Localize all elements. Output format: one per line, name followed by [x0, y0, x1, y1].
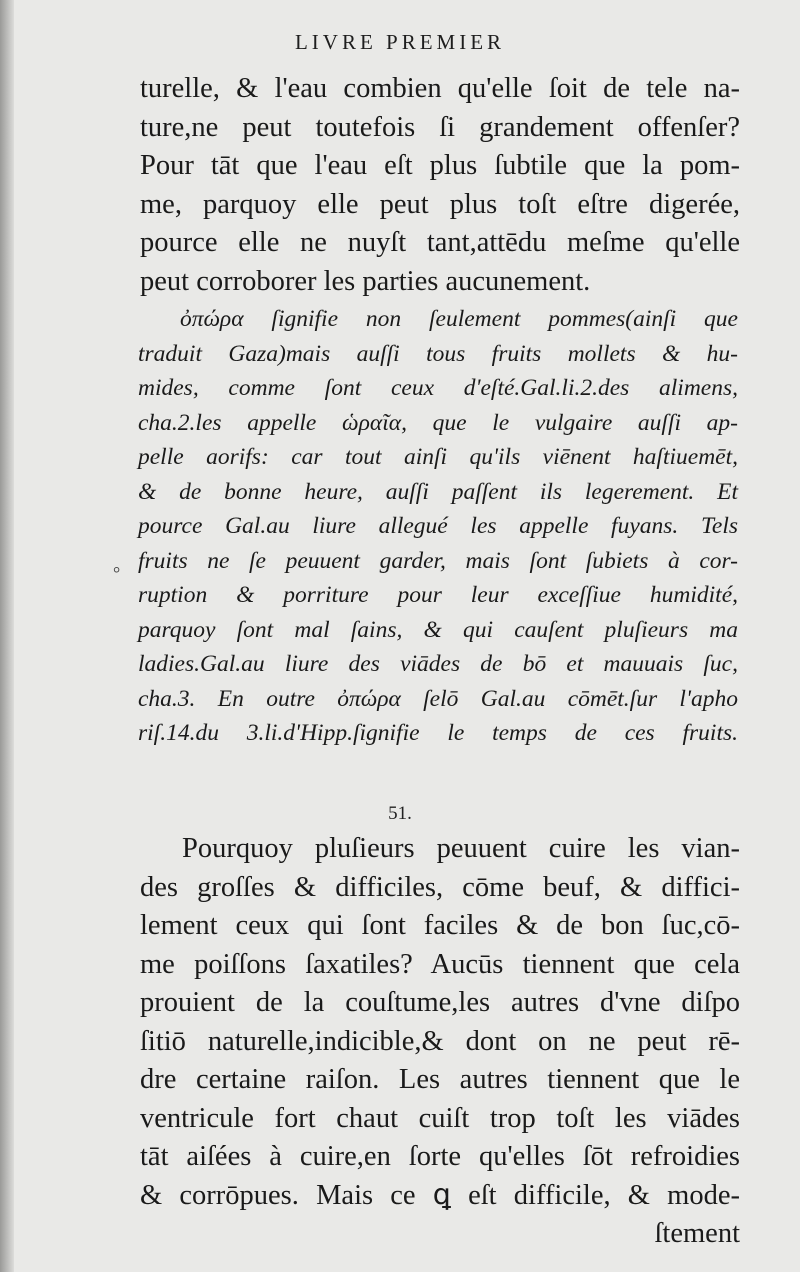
- text-line: peut corroborer les parties aucunement.: [140, 265, 591, 297]
- annotation-line: cha.3. En outre ὀπώρα ſelō Gal.au cōmēt.ſur l'apho: [138, 685, 738, 712]
- paragraph-2: [140, 830, 740, 1254]
- annotation-line: pource Gal.au liure allegué les appelle fuyans. Tels: [138, 513, 738, 539]
- text-line: & corrōpues. Mais ce ꝗ eſt difficile, & mode-: [140, 1179, 740, 1211]
- text-line: pource elle ne nuyſt tant,attēdu meſme qu'elle: [140, 227, 740, 258]
- margin-mark: °: [113, 563, 121, 583]
- text-line: Pour tāt que l'eau eſt plus ſubtile que la pom-: [140, 150, 740, 181]
- annotation-line: ruption & porriture pour leur exceſſiue humidité,: [138, 582, 738, 608]
- annotation-line: ladies.Gal.au liure des viādes de bō et mauuais ſuc,: [138, 651, 738, 677]
- annotation-line: fruits ne ſe peuuent garder, mais ſont ſubiets à cor-: [138, 547, 738, 574]
- annotation-line: cha.2.les appelle ὡραῖα, que le vulgaire auſſi ap-: [138, 409, 738, 436]
- text-line: me, parquoy elle peut plus toſt eſtre digerée,: [140, 188, 740, 220]
- text-line: des groſſes & difficiles, cōme beuf, & diffici-: [140, 871, 740, 903]
- annotation-block: [138, 302, 738, 751]
- text-line: ventricule fort chaut cuiſt trop toſt les viādes: [140, 1102, 740, 1134]
- text-line: turelle, & l'eau combien qu'elle ſoit de tele na-: [140, 73, 740, 104]
- text-line: tāt aiſées à cuire,en ſorte qu'elles ſōt refroidies: [140, 1141, 740, 1172]
- annotation-line: parquoy ſont mal ſains, & qui cauſent pluſieurs ma: [138, 616, 738, 643]
- catchword: ſtement: [654, 1218, 740, 1249]
- text-line: me poiſſons ſaxatiles? Aucūs tiennent que cela: [140, 948, 740, 980]
- text-line: Pourquoy pluſieurs peuuent cuire les vian-: [182, 833, 740, 864]
- annotation-line: mides, comme ſont ceux d'eſté.Gal.li.2.des alimens,: [138, 375, 738, 401]
- text-line: ture,ne peut toutefois ſi grandement offenſer?: [140, 111, 740, 143]
- text-line: prouient de la couſtume,les autres d'vne diſpo: [140, 987, 740, 1018]
- annotation-line: pelle aorifs: car tout ainſi qu'ils viēnent haſtiuemēt,: [138, 444, 738, 470]
- text-line: ſitiō naturelle,indicible,& dont on ne peut rē-: [140, 1025, 740, 1057]
- page-gutter-shadow: [0, 0, 14, 1272]
- annotation-line: ὀπώρα ſignifie non ſeulement pommes(ainſi que: [180, 306, 738, 332]
- paragraph-1: [140, 70, 740, 301]
- section-number: 51.: [388, 803, 412, 824]
- annotation-line: riſ.14.du 3.li.d'Hipp.ſignifie le temps de ces fruits.: [138, 720, 738, 746]
- annotation-line: & de bonne heure, auſſi paſſent ils legerement. Et: [138, 478, 738, 505]
- text-line: lement ceux qui ſont faciles & de bon ſuc,cō-: [140, 910, 740, 941]
- text-line: dre certaine raiſon. Les autres tiennent que le: [140, 1064, 740, 1095]
- annotation-line: traduit Gaza)mais auſſi tous fruits mollets & hu-: [138, 340, 738, 367]
- running-header: LIVRE PREMIER: [294, 30, 506, 54]
